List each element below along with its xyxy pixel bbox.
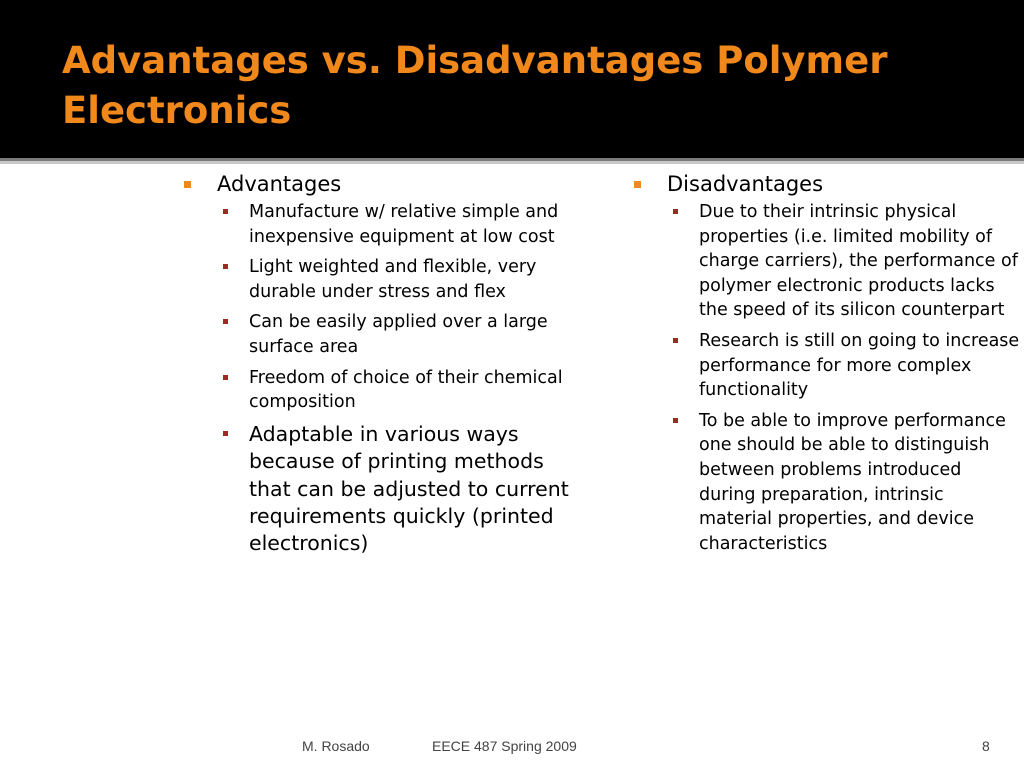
advantages-heading-item [182,170,572,558]
list-item [217,310,572,359]
list-item [217,366,572,415]
title-divider-highlight [0,161,1024,164]
advantages-column [182,170,572,564]
square-bullet-icon [223,431,228,436]
disadvantages-heading: Disadvantages [667,172,824,196]
list-item-text: Manufacture w/ relative simple and inexpensive equipment at low cost [249,202,559,247]
list-item-text: Adaptable in various ways because of printing methods that can be adjusted to current requirements quickly (printed electronics) [249,421,569,556]
disadvantages-heading-item [632,170,1020,556]
square-bullet-icon [673,209,678,214]
list-item-text: Can be easily applied over a large surface area [249,312,548,357]
list-item-text: Due to their intrinsic physical properties (i.e. limited mobility of charge carriers), the performance of polymer electronic products lacks the speed of its silicon counterpart [699,202,1018,321]
disadvantages-list [667,200,1020,556]
list-item [667,200,1020,323]
list-item [667,329,1020,403]
square-bullet-icon [634,181,641,188]
square-bullet-icon [223,319,228,324]
square-bullet-icon [223,375,228,380]
title-bar [0,0,1024,158]
list-item [217,421,572,558]
slide-title: Advantages vs. Disadvantages Polymer Electronics [62,39,888,132]
square-bullet-icon [223,209,228,214]
advantages-list [217,200,572,558]
list-item-text: To be able to improve performance one should be able to distinguish between problems introduced during preparation, intrinsic material properties, and device characteristics [699,410,1006,554]
list-item-text: Freedom of choice of their chemical composition [249,367,563,413]
square-bullet-icon [673,338,678,343]
square-bullet-icon [184,181,191,188]
list-item [217,255,572,304]
list-item [667,409,1020,557]
list-item-text: Light weighted and flexible, very durable under stress and flex [249,257,537,302]
list-item-text: Research is still on going to increase performance for more complex functionality [699,330,1020,401]
advantages-heading: Advantages [217,172,342,196]
disadvantages-column [632,170,1020,562]
square-bullet-icon [673,418,678,423]
footer-course: EECE 487 Spring 2009 [432,738,577,754]
page-number: 8 [982,738,990,754]
list-item [217,200,572,249]
square-bullet-icon [223,264,228,269]
footer-author: M. Rosado [302,738,370,754]
